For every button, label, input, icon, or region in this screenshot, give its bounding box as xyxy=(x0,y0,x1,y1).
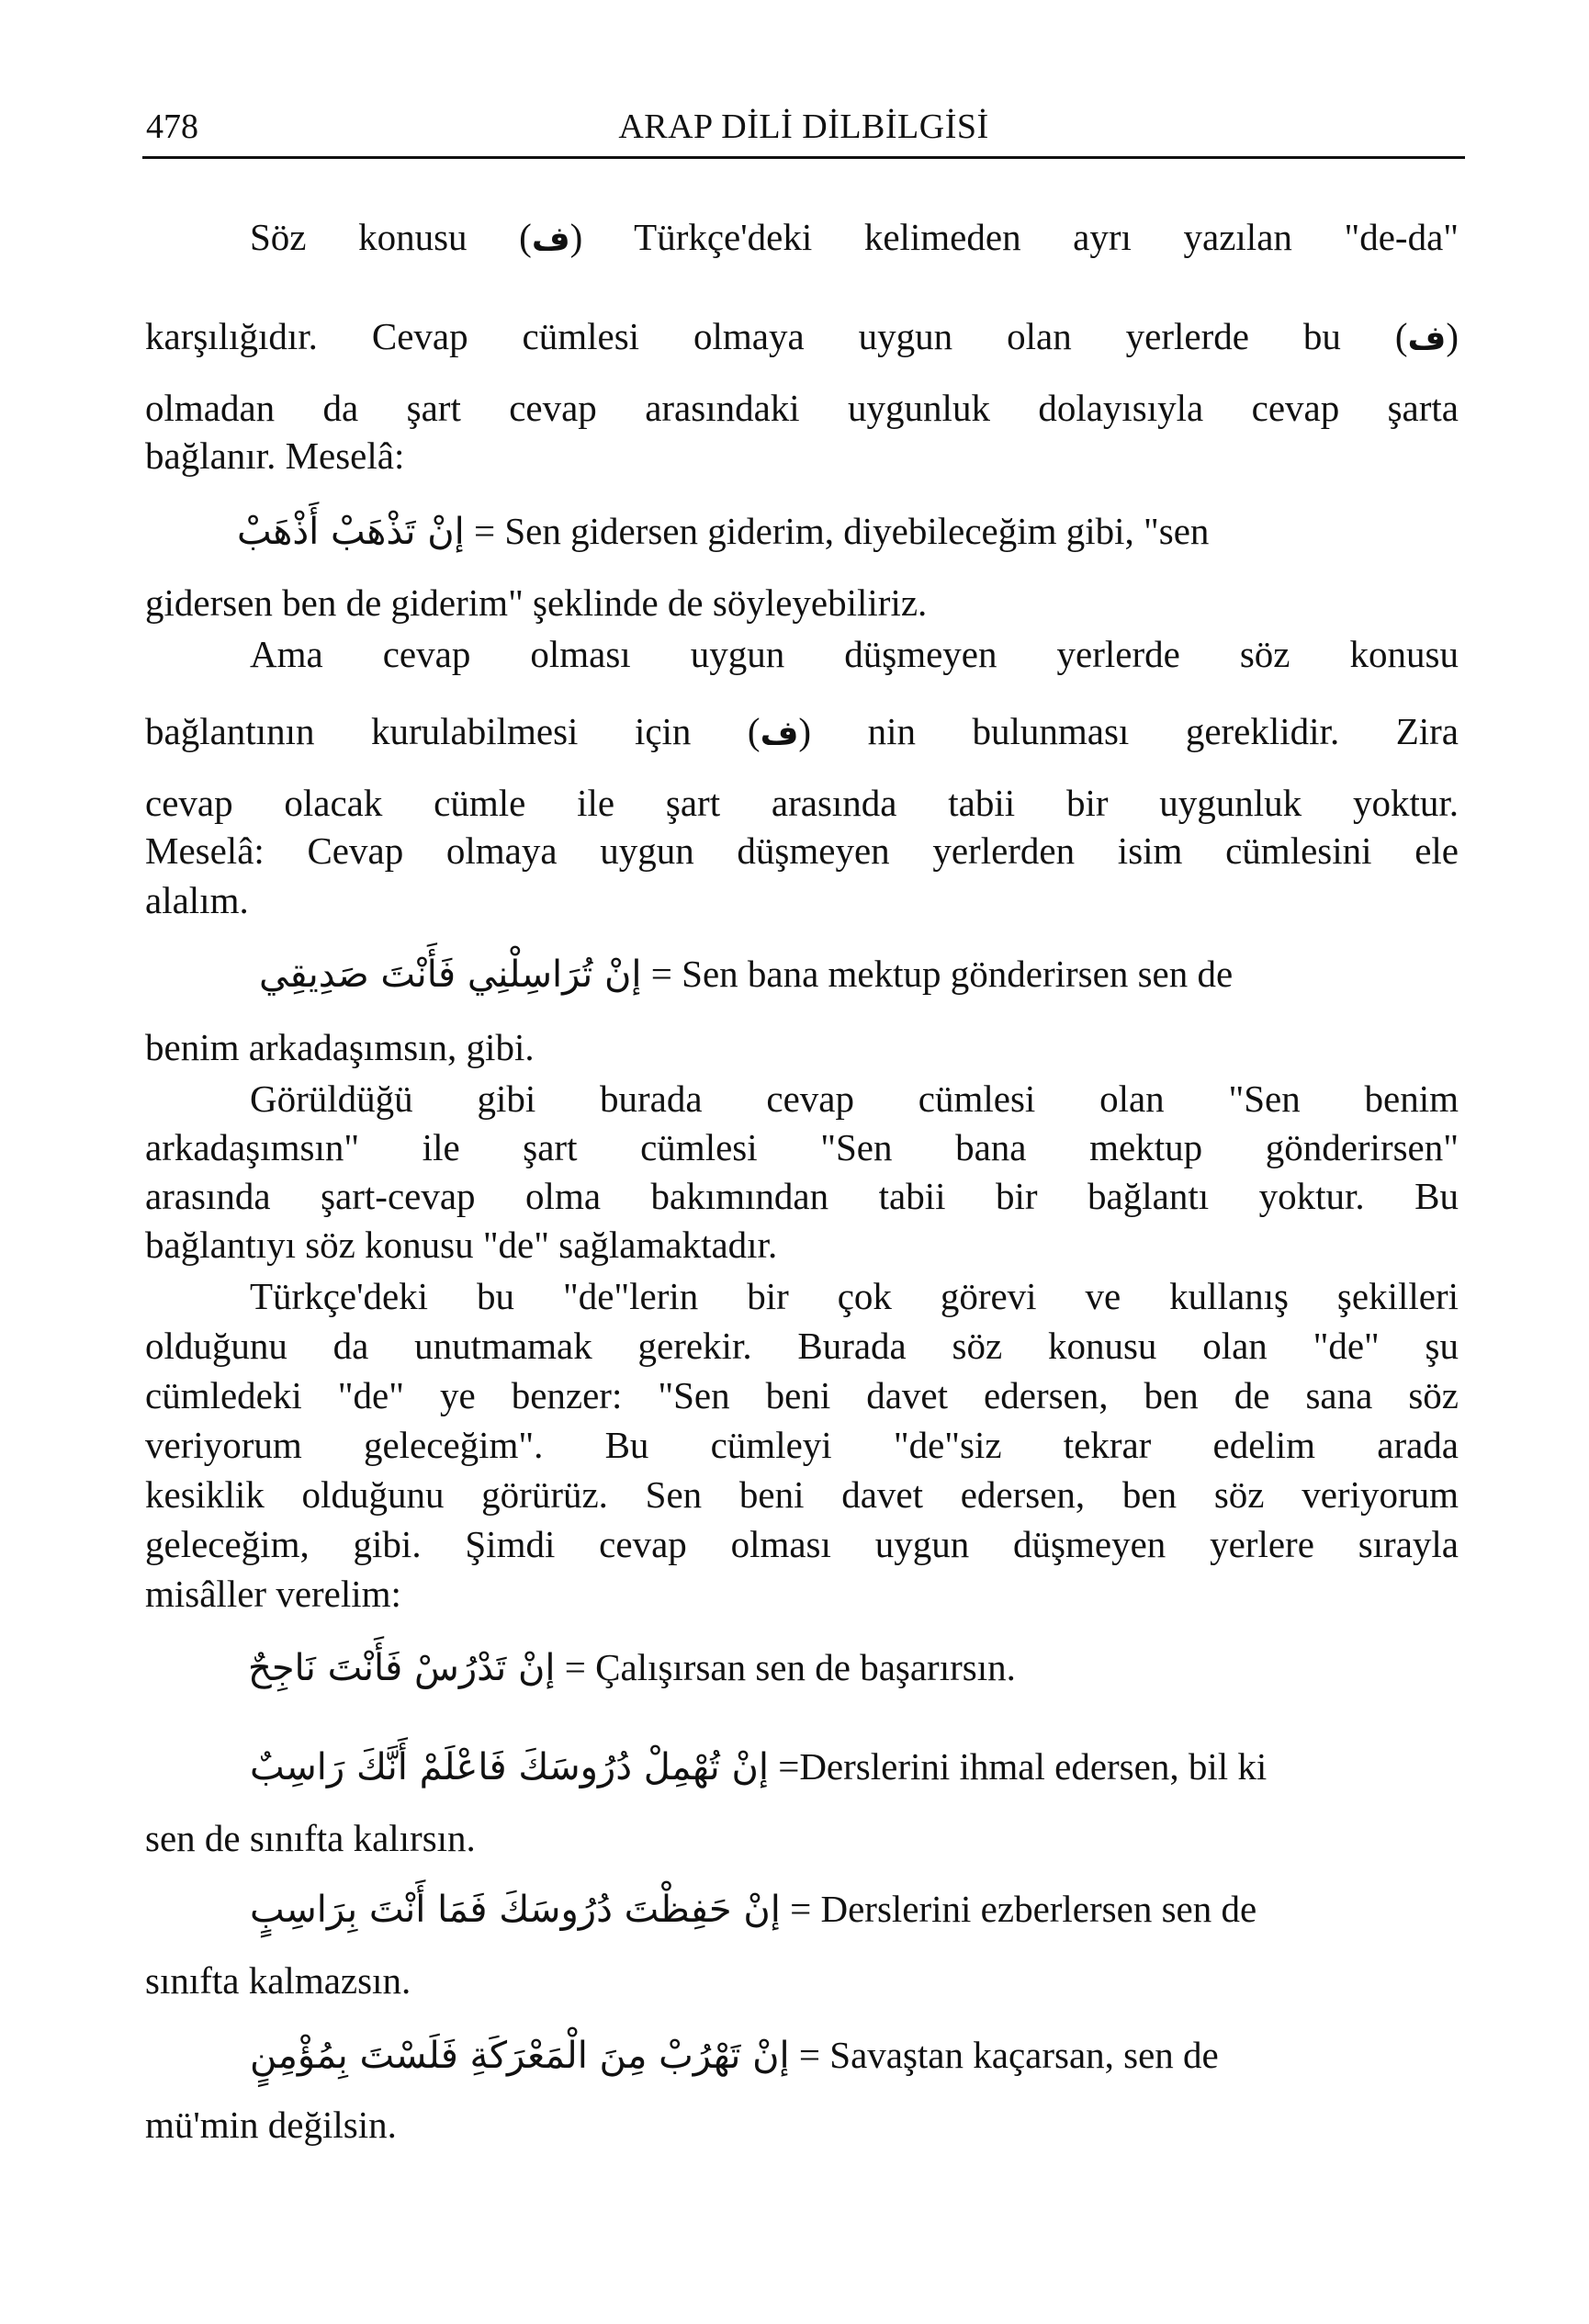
example-2: إنْ تُرَاسِلْنِي فَأَنْتَ صَدِيقِي = Sen bana mektup gönderirsen sen de xyxy=(259,953,1234,996)
paragraph-3-line-1: Görüldüğü gibi burada cevap cümlesi olan "Sen benim xyxy=(250,1077,1459,1120)
fa-letter: ف xyxy=(1407,320,1447,357)
paragraph-2-line-2: bağlantının kurulabilmesi için (ف) nin bulunması gereklidir. Zira xyxy=(145,710,1459,752)
example-2-continuation: benim arkadaşımsın, gibi. xyxy=(145,1026,535,1068)
arabic-example-5: إنْ حَفِظْتَ دُرُوسَكَ فَمَا أَنْتَ بِرَاسِبٍ xyxy=(250,1889,781,1931)
paragraph-2-line-5: alalım. xyxy=(145,879,249,921)
paragraph-2-line-4: Meselâ: Cevap olmaya uygun düşmeyen yerlerden isim cümlesini ele xyxy=(145,829,1459,872)
example-5: إنْ حَفِظْتَ دُرُوسَكَ فَمَا أَنْتَ بِرَاسِبٍ = Derslerini ezberlersen sen de xyxy=(250,1888,1257,1931)
example-4: إنْ تُهْمِلْ دُرُوسَكَ فَاعْلَمْ أَنَّكَ رَاسِبٌ =Derslerini ihmal edersen, bil ki xyxy=(250,1745,1268,1788)
paragraph-4-line-3: cümledeki "de" ye benzer: "Sen beni davet edersen, ben de sana söz xyxy=(145,1374,1459,1416)
paragraph-2-line-1: Ama cevap olması uygun düşmeyen yerlerde söz konusu xyxy=(250,633,1459,675)
example-6-continuation: mü'min değilsin. xyxy=(145,2104,397,2146)
paragraph-1-line-4: bağlanır. Meselâ: xyxy=(145,434,405,477)
paragraph-4-line-7: misâller verelim: xyxy=(145,1573,401,1615)
running-title: ARAP DİLİ DİLBİLGİSİ xyxy=(618,107,989,146)
paragraph-1-line-2: karşılığıdır. Cevap cümlesi olmaya uygun olan yerlerde bu (ف) xyxy=(145,315,1459,357)
paragraph-1-line-3: olmadan da şart cevap arasındaki uygunluk dolayısıyla cevap şarta xyxy=(145,387,1459,429)
paragraph-3-line-2: arkadaşımsın" ile şart cümlesi "Sen bana mektup gönderirsen" xyxy=(145,1126,1459,1168)
example-5-continuation: sınıfta kalmazsın. xyxy=(145,1959,411,2002)
paragraph-3-line-4: bağlantıyı söz konusu "de" sağlamaktadır. xyxy=(145,1224,778,1266)
page-header xyxy=(142,99,1465,159)
page-number: 478 xyxy=(146,107,198,146)
paragraph-3-line-3: arasında şart-cevap olma bakımından tabii bir bağlantı yoktur. Bu xyxy=(145,1175,1459,1217)
example-4-continuation: sen de sınıfta kalırsın. xyxy=(145,1817,476,1859)
arabic-example-1: إنْ تَذْهَبْ أَذْهَبْ xyxy=(237,511,465,553)
example-3: إنْ تَدْرُسْ فَأَنْتَ نَاجِحٌ = Çalışırsan sen de başarırsın. xyxy=(248,1646,1016,1689)
fa-letter: ف xyxy=(531,220,570,258)
paragraph-4-line-1: Türkçe'deki bu "de"lerin bir çok görevi ve kullanış şekilleri xyxy=(250,1275,1459,1317)
paragraph-4-line-6: geleceğim, gibi. Şimdi cevap olması uygun düşmeyen yerlere sırayla xyxy=(145,1523,1459,1565)
paragraph-2-line-3: cevap olacak cümle ile şart arasında tabii bir uygunluk yoktur. xyxy=(145,782,1459,824)
paragraph-4-line-5: kesiklik olduğunu görürüz. Sen beni davet edersen, ben söz veriyorum xyxy=(145,1473,1459,1516)
arabic-example-3: إنْ تَدْرُسْ فَأَنْتَ نَاجِحٌ xyxy=(248,1647,556,1689)
arabic-example-2: إنْ تُرَاسِلْنِي فَأَنْتَ صَدِيقِي xyxy=(259,953,642,996)
example-1-continuation: gidersen ben de giderim" şeklinde de söyleyebiliriz. xyxy=(145,581,928,624)
fa-letter: ف xyxy=(760,715,799,752)
arabic-example-6: إنْ تَهْرُبْ مِنَ الْمَعْرَكَةِ فَلَسْتَ بِمُؤْمِنٍ xyxy=(250,2035,790,2077)
paragraph-1-line-1: Söz konusu (ف) Türkçe'deki kelimeden ayrı yazılan "de-da" xyxy=(250,216,1459,258)
paragraph-4-line-2: olduğunu da unutmamak gerekir. Burada söz konusu olan "de" şu xyxy=(145,1325,1459,1367)
example-6: إنْ تَهْرُبْ مِنَ الْمَعْرَكَةِ فَلَسْتَ بِمُؤْمِنٍ = Savaştan kaçarsan, sen de xyxy=(250,2034,1219,2077)
arabic-example-4: إنْ تُهْمِلْ دُرُوسَكَ فَاعْلَمْ أَنَّكَ رَاسِبٌ xyxy=(250,1746,769,1788)
paragraph-4-line-4: veriyorum geleceğim". Bu cümleyi "de"siz tekrar edelim arada xyxy=(145,1424,1459,1466)
example-1: إنْ تَذْهَبْ أَذْهَبْ = Sen gidersen giderim, diyebileceğim gibi, "sen xyxy=(237,510,1210,553)
